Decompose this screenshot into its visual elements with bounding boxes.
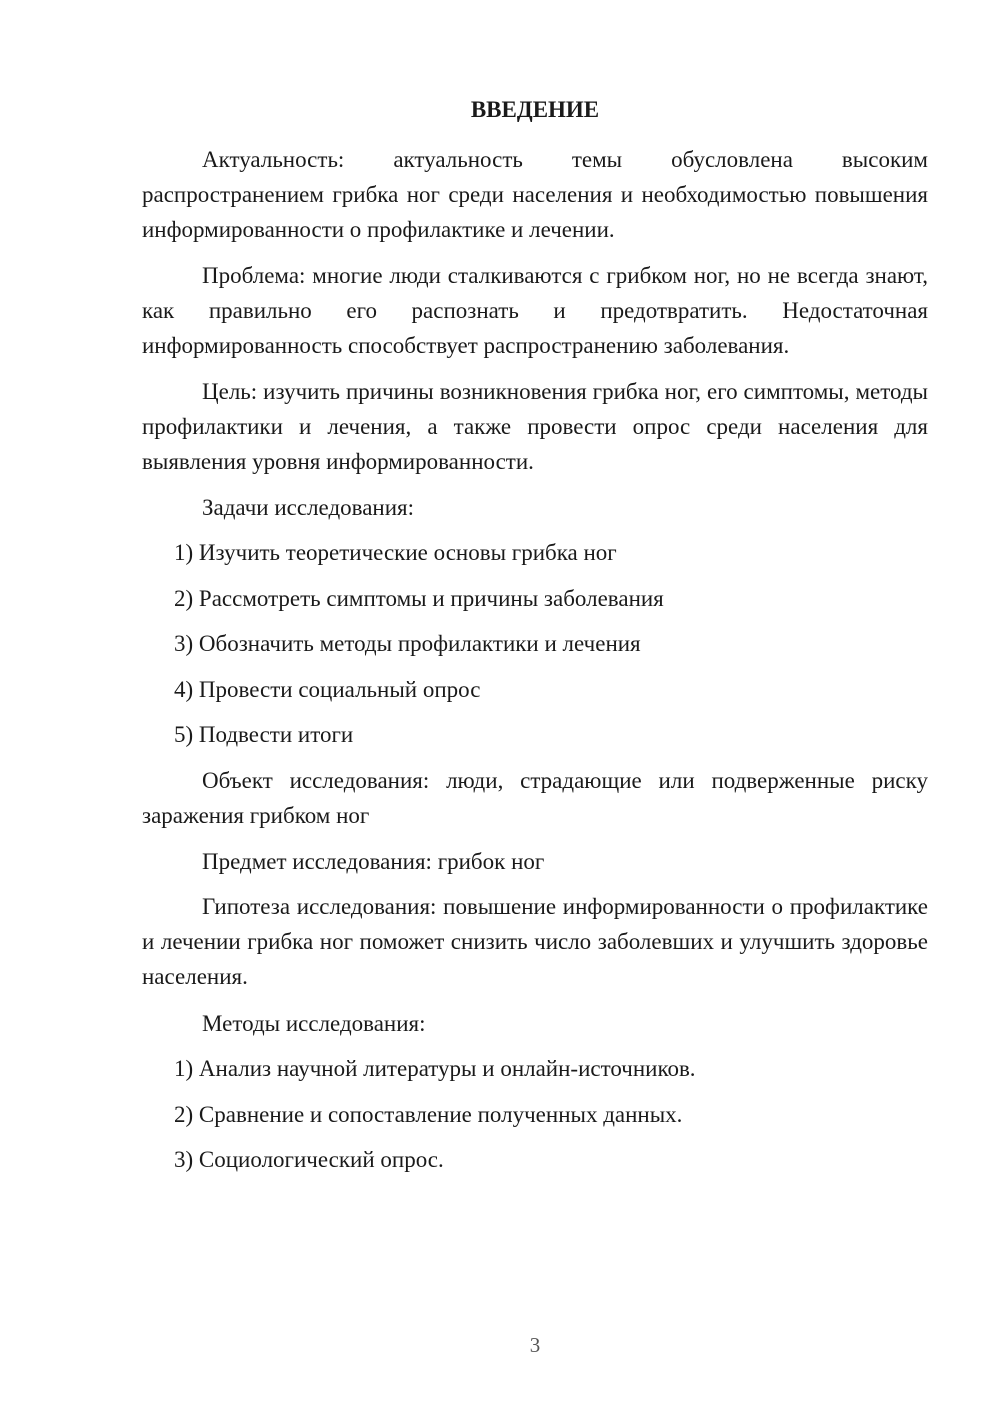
list-item-method-3: 3) Социологический опрос. (174, 1147, 444, 1172)
paragraph-hypothesis: Гипотеза исследования: повышение информированности о профилактике и лечении грибка ног поможет снизить число заболевших и улучшить здоровье населения. (142, 894, 928, 989)
paragraph-problem: Проблема: многие люди сталкиваются с грибком ног, но не всегда знают, как правильно его распознать и предотвратить. Недостаточная информированность способствует распространению заболевания. (142, 263, 928, 358)
list-item-method-1: 1) Анализ научной литературы и онлайн-источников. (174, 1056, 696, 1081)
list-item-method-2: 2) Сравнение и сопоставление полученных данных. (174, 1102, 683, 1127)
list-item-task-2: 2) Рассмотреть симптомы и причины заболевания (174, 586, 664, 611)
paragraph-relevance: Актуальность: актуальность темы обусловлена высоким распространением грибка ног среди населения и необходимостью повышения информированности о профилактике и лечении. (142, 147, 928, 242)
tasks-heading: Задачи исследования: (202, 495, 415, 520)
page-title: ВВЕДЕНИЕ (470, 97, 600, 122)
paragraph-goal: Цель: изучить причины возникновения грибка ног, его симптомы, методы профилактики и лечения, а также провести опрос среди населения для выявления уровня информированности. (142, 379, 928, 474)
document-page (142, 0, 928, 1414)
list-item-task-3: 3) Обозначить методы профилактики и лечения (174, 631, 641, 656)
paragraph-subject: Предмет исследования: грибок ног (202, 849, 545, 874)
methods-heading: Методы исследования: (202, 1011, 426, 1036)
list-item-task-4: 4) Провести социальный опрос (174, 677, 481, 702)
list-item-task-5: 5) Подвести итоги (174, 722, 354, 747)
page-number: 3 (529, 1333, 541, 1357)
list-item-task-1: 1) Изучить теоретические основы грибка ног (174, 540, 617, 565)
paragraph-object: Объект исследования: люди, страдающие или подверженные риску заражения грибком ног (142, 768, 928, 828)
